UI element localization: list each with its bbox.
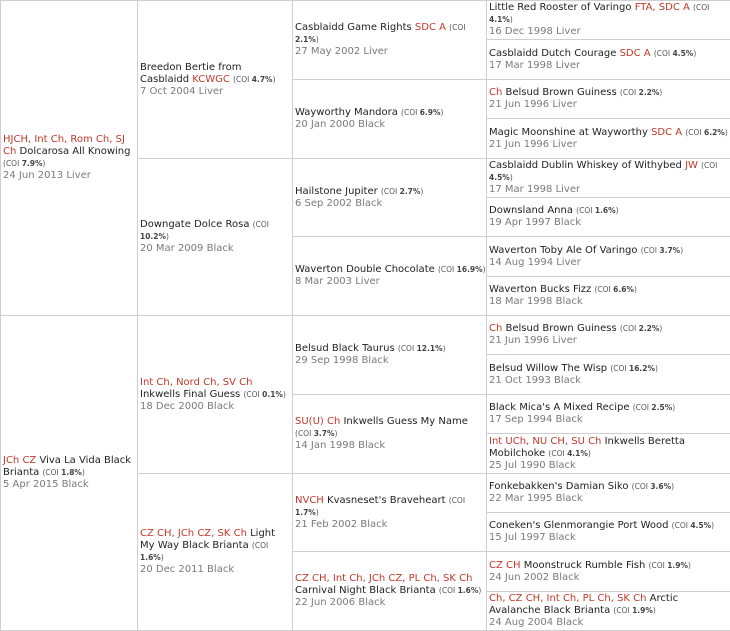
dog-name[interactable]: Downgate Dolce Rosa bbox=[140, 219, 250, 230]
pedigree-cell-gen4 bbox=[486, 236, 730, 277]
coi-label: COI bbox=[656, 48, 671, 58]
coi-value: (COI 4.5%) bbox=[653, 48, 697, 58]
coi-label: COI bbox=[5, 159, 20, 168]
dog-name[interactable]: Kvasneset's Braveheart bbox=[327, 494, 446, 506]
coi-value: (COI 4.1%) bbox=[548, 448, 591, 458]
dog-name[interactable]: Dolcarosa All Knowing bbox=[19, 146, 131, 157]
dog-name[interactable]: Breedon Bertie from Casblaidd bbox=[140, 61, 242, 85]
dog-entry bbox=[489, 2, 730, 38]
dog-name[interactable]: Inkwells Beretta Mobilchoke bbox=[489, 435, 685, 459]
dog-entry bbox=[489, 520, 730, 544]
coi-percent: 0.1% bbox=[262, 389, 283, 399]
coi-value: (COI 4.5%) bbox=[671, 521, 715, 530]
coi-value: (COI 1.6%) bbox=[438, 586, 482, 595]
coi-label: COI bbox=[400, 344, 415, 353]
coi-label: COI bbox=[579, 206, 593, 215]
coi-percent: 1.9% bbox=[632, 606, 653, 615]
dog-name[interactable]: Casblaidd Dublin Whiskey of Withybed bbox=[489, 160, 682, 171]
pedigree-cell-gen3 bbox=[292, 551, 487, 631]
dog-entry bbox=[489, 87, 730, 111]
pedigree-cell-gen4 bbox=[486, 551, 730, 592]
pedigree-cell-gen3 bbox=[292, 236, 487, 316]
coi-value: (COI 3.7%) bbox=[295, 429, 338, 438]
dog-titles: JCh CZ bbox=[3, 455, 37, 466]
dog-birth-color: 19 Apr 1997 Black bbox=[489, 217, 582, 228]
coi-percent: 4.5% bbox=[690, 521, 712, 530]
coi-percent: 1.6% bbox=[594, 206, 616, 215]
coi-label: COI bbox=[616, 606, 630, 615]
dog-name[interactable]: Belsud Brown Guiness bbox=[505, 87, 617, 98]
dog-birth-color: 5 Apr 2015 Black bbox=[3, 479, 89, 490]
coi-value: (COI 1.6%) bbox=[576, 206, 619, 215]
coi-percent: 1.7% bbox=[295, 507, 316, 517]
coi-percent: 6.9% bbox=[419, 108, 441, 117]
coi-label: COI bbox=[674, 521, 688, 530]
dog-entry bbox=[140, 377, 292, 413]
coi-label: COI bbox=[688, 127, 702, 137]
coi-percent: 4.1% bbox=[567, 448, 588, 458]
dog-name[interactable]: Waverton Toby Ale Of Varingo bbox=[489, 244, 638, 256]
dog-awards: KCWGC bbox=[192, 73, 230, 85]
pedigree-cell-gen2 bbox=[137, 315, 293, 474]
dog-entry bbox=[489, 436, 730, 472]
coi-percent: 16.2% bbox=[629, 363, 656, 373]
dog-entry bbox=[489, 593, 730, 629]
dog-name[interactable]: Magic Moonshine at Wayworthy bbox=[489, 126, 648, 138]
dog-titles: NVCH bbox=[295, 494, 324, 506]
pedigree-cell-gen4 bbox=[486, 276, 730, 316]
coi-value: (COI 1.8%) bbox=[42, 468, 85, 477]
dog-name[interactable]: Waverton Bucks Fizz bbox=[489, 284, 592, 295]
coi-percent: 10.2% bbox=[140, 232, 167, 241]
coi-percent: 7.9% bbox=[21, 159, 43, 168]
dog-entry bbox=[140, 62, 292, 98]
dog-birth-color: 20 Dec 2011 Black bbox=[140, 564, 235, 575]
pedigree-cell-gen4 bbox=[486, 315, 730, 355]
pedigree-cell-gen3 bbox=[292, 394, 487, 474]
dog-entry bbox=[3, 455, 137, 491]
pedigree-cell-gen4 bbox=[486, 512, 730, 552]
coi-label: COI bbox=[635, 403, 650, 412]
dog-name[interactable]: Inkwells Final Guess bbox=[140, 388, 241, 400]
coi-percent: 1.6% bbox=[457, 586, 479, 595]
dog-entry bbox=[489, 560, 730, 584]
coi-label: COI bbox=[695, 3, 710, 12]
dog-titles: Int Ch, Nord Ch, SV Ch bbox=[140, 376, 253, 388]
dog-birth-color: 24 Jun 2002 Black bbox=[489, 571, 580, 583]
coi-percent: 4.5% bbox=[672, 48, 694, 58]
dog-entry bbox=[489, 160, 730, 196]
dog-birth-color: 20 Jan 2000 Black bbox=[295, 119, 386, 130]
coi-label: COI bbox=[451, 495, 466, 505]
pedigree-cell-gen3 bbox=[292, 79, 487, 159]
dog-birth-color: 21 Jun 1996 Liver bbox=[489, 335, 577, 346]
dog-birth-color: 22 Mar 1995 Black bbox=[489, 493, 583, 504]
coi-label: COI bbox=[452, 23, 466, 32]
coi-label: COI bbox=[297, 429, 312, 438]
pedigree-cell-gen3 bbox=[292, 158, 487, 237]
dog-entry bbox=[295, 495, 486, 531]
pedigree-cell-gen4 bbox=[486, 433, 730, 474]
coi-percent: 4.7% bbox=[251, 74, 273, 84]
dog-name[interactable]: Carnival Night Black Brianta bbox=[295, 585, 436, 596]
coi-percent: 6.2% bbox=[704, 127, 725, 137]
dog-awards: JW bbox=[685, 160, 698, 171]
dog-awards: SDC A bbox=[414, 22, 446, 33]
pedigree-cell-gen4 bbox=[486, 591, 730, 631]
coi-label: COI bbox=[255, 220, 269, 229]
coi-percent: 3.7% bbox=[313, 429, 335, 438]
dog-entry bbox=[295, 416, 486, 452]
coi-label: COI bbox=[643, 245, 657, 255]
coi-percent: 3.6% bbox=[650, 482, 672, 491]
dog-name[interactable]: Coneken's Glenmorangie Port Wood bbox=[489, 520, 669, 531]
dog-entry bbox=[489, 284, 730, 308]
dog-birth-color: 27 May 2002 Liver bbox=[295, 46, 388, 57]
coi-value: (COI 2.2%) bbox=[619, 88, 663, 97]
coi-value: (COI 16.9%) bbox=[437, 265, 486, 274]
dog-name[interactable]: Hailstone Jupiter bbox=[295, 185, 378, 197]
pedigree-cell-gen4 bbox=[486, 0, 730, 40]
dog-entry bbox=[295, 343, 486, 367]
dog-awards: SDC A bbox=[619, 47, 651, 59]
dog-entry bbox=[295, 107, 486, 131]
coi-percent: 2.7% bbox=[399, 186, 421, 196]
coi-label: COI bbox=[440, 265, 455, 274]
coi-percent: 2.1% bbox=[295, 35, 316, 44]
coi-value: (COI 4.5%) bbox=[489, 161, 718, 182]
dog-birth-color: 15 Jul 1997 Black bbox=[489, 532, 576, 543]
coi-value: (COI 2.5%) bbox=[632, 403, 676, 412]
coi-label: COI bbox=[45, 468, 59, 477]
coi-value: (COI 3.7%) bbox=[640, 245, 684, 255]
dog-entry bbox=[140, 219, 292, 255]
coi-label: COI bbox=[236, 74, 250, 84]
coi-percent: 1.9% bbox=[667, 560, 689, 570]
dog-titles: HJCH, Int Ch, Rom Ch, SJ Ch bbox=[3, 134, 125, 157]
coi-value: (COI 3.6%) bbox=[631, 482, 675, 491]
dog-titles: Ch bbox=[489, 87, 503, 98]
pedigree-cell-gen2 bbox=[137, 0, 293, 159]
dog-entry bbox=[295, 573, 486, 609]
dog-name[interactable]: Viva La Vida Black Brianta bbox=[3, 455, 132, 478]
dog-birth-color: 17 Sep 1994 Black bbox=[489, 414, 583, 425]
dog-titles: CZ CH bbox=[489, 559, 521, 571]
dog-entry bbox=[489, 481, 730, 505]
pedigree-cell-gen4 bbox=[486, 39, 730, 80]
dog-entry bbox=[489, 402, 730, 426]
dog-name[interactable]: Belsud Black Taurus bbox=[295, 343, 395, 354]
dog-name[interactable]: Belsud Willow The Wisp bbox=[489, 362, 608, 374]
dog-entry bbox=[489, 205, 730, 229]
dog-awards: SDC A bbox=[651, 126, 683, 138]
pedigree-cell-gen4 bbox=[486, 394, 730, 434]
coi-label: COI bbox=[441, 586, 456, 595]
coi-value: (COI 12.1%) bbox=[397, 344, 446, 353]
pedigree-cell-gen4 bbox=[486, 79, 730, 119]
pedigree-cell-gen3 bbox=[292, 315, 487, 395]
coi-label: COI bbox=[634, 482, 648, 491]
dog-birth-color: 20 Mar 2009 Black bbox=[140, 243, 234, 254]
coi-value: (COI 4.7%) bbox=[233, 74, 276, 84]
coi-value: (COI 1.9%) bbox=[613, 606, 656, 615]
coi-label: COI bbox=[704, 161, 718, 170]
coi-value: (COI 1.7%) bbox=[295, 495, 466, 517]
dog-titles: CZ CH, Int Ch, JCh CZ, PL Ch, SK Ch bbox=[295, 573, 473, 584]
dog-name[interactable]: Casblaidd Dutch Courage bbox=[489, 47, 617, 59]
dog-entry bbox=[489, 323, 730, 347]
dog-birth-color: 21 Oct 1993 Black bbox=[489, 374, 582, 386]
coi-percent: 2.5% bbox=[651, 403, 673, 412]
dog-entry bbox=[489, 127, 730, 151]
coi-percent: 4.1% bbox=[489, 15, 510, 24]
pedigree-cell-gen1 bbox=[0, 315, 138, 631]
coi-value: (COI 2.7%) bbox=[380, 186, 424, 196]
dog-entry bbox=[489, 245, 730, 269]
dog-titles: SU(U) Ch bbox=[295, 416, 341, 427]
dog-name[interactable]: Wayworthy Mandora bbox=[295, 107, 398, 118]
coi-value: (COI 2.2%) bbox=[619, 324, 663, 333]
pedigree-cell-gen4 bbox=[486, 197, 730, 237]
coi-value: (COI 6.6%) bbox=[594, 285, 637, 294]
coi-label: COI bbox=[551, 448, 565, 458]
dog-birth-color: 16 Dec 1998 Liver bbox=[489, 26, 581, 37]
pedigree-cell-gen4 bbox=[486, 118, 730, 159]
dog-birth-color: 22 Jun 2006 Black bbox=[295, 597, 386, 608]
dog-birth-color: 18 Dec 2000 Black bbox=[140, 400, 235, 412]
dog-name[interactable]: Inkwells Guess My Name bbox=[343, 416, 468, 427]
dog-titles: Int UCh, NU CH, SU Ch bbox=[489, 435, 602, 447]
coi-value: (COI 1.6%) bbox=[140, 541, 269, 562]
pedigree-cell-gen4 bbox=[486, 473, 730, 513]
coi-value: (COI 7.9%) bbox=[3, 159, 46, 168]
coi-label: COI bbox=[651, 560, 665, 570]
coi-label: COI bbox=[254, 541, 269, 550]
pedigree-cell-gen4 bbox=[486, 158, 730, 198]
dog-birth-color: 24 Aug 2004 Black bbox=[489, 617, 584, 628]
coi-percent: 3.7% bbox=[659, 245, 681, 255]
dog-name[interactable]: Fonkebakken's Damian Siko bbox=[489, 481, 629, 492]
dog-name[interactable]: Casblaidd Game Rights bbox=[295, 22, 412, 33]
dog-name[interactable]: Arctic Avalanche Black Brianta bbox=[489, 593, 679, 616]
dog-titles: Ch bbox=[489, 323, 503, 334]
dog-titles: Ch, CZ CH, Int Ch, PL Ch, SK Ch bbox=[489, 593, 647, 604]
coi-value: (COI 1.9%) bbox=[648, 560, 691, 570]
dog-entry bbox=[295, 186, 486, 210]
coi-label: COI bbox=[622, 324, 637, 333]
dog-name[interactable]: Waverton Double Chocolate bbox=[295, 264, 435, 275]
coi-label: COI bbox=[246, 389, 260, 399]
pedigree-cell-gen2 bbox=[137, 158, 293, 316]
dog-entry bbox=[489, 48, 730, 72]
coi-value: (COI 4.1%) bbox=[489, 3, 710, 24]
pedigree-cell-gen2 bbox=[137, 473, 293, 631]
coi-value: (COI 10.2%) bbox=[140, 220, 269, 241]
dog-name[interactable]: Little Red Rooster of Varingo bbox=[489, 2, 632, 13]
dog-entry bbox=[295, 264, 486, 288]
dog-birth-color: 17 Mar 1998 Liver bbox=[489, 184, 581, 195]
coi-value: (COI 2.1%) bbox=[295, 23, 466, 44]
coi-percent: 1.6% bbox=[140, 553, 161, 562]
dog-birth-color: 25 Jul 1990 Black bbox=[489, 459, 576, 471]
coi-label: COI bbox=[622, 88, 637, 97]
dog-name[interactable]: Belsud Brown Guiness bbox=[505, 323, 617, 334]
dog-entry bbox=[489, 363, 730, 387]
coi-percent: 2.2% bbox=[638, 88, 660, 97]
pedigree-cell-gen4 bbox=[486, 354, 730, 395]
coi-percent: 12.1% bbox=[416, 344, 443, 353]
pedigree-cell-gen3 bbox=[292, 473, 487, 552]
dog-entry bbox=[3, 134, 137, 182]
coi-percent: 16.9% bbox=[456, 265, 483, 274]
dog-titles: CZ CH, JCh CZ, SK Ch bbox=[140, 528, 247, 539]
dog-entry bbox=[140, 528, 292, 576]
coi-label: COI bbox=[597, 285, 611, 294]
dog-birth-color: 21 Jun 1996 Liver bbox=[489, 99, 577, 110]
coi-percent: 6.6% bbox=[613, 285, 634, 294]
coi-percent: 4.5% bbox=[489, 173, 510, 182]
dog-birth-color: 14 Aug 1994 Liver bbox=[489, 256, 581, 268]
pedigree-cell-gen3 bbox=[292, 0, 487, 80]
dog-name[interactable]: Light My Way Black Brianta bbox=[140, 528, 276, 551]
dog-birth-color: 7 Oct 2004 Liver bbox=[140, 85, 224, 97]
dog-birth-color: 18 Mar 1998 Black bbox=[489, 296, 583, 307]
dog-name[interactable]: Black Mica's A Mixed Recipe bbox=[489, 402, 630, 413]
pedigree-cell-gen1 bbox=[0, 0, 138, 316]
coi-label: COI bbox=[403, 108, 418, 117]
dog-name[interactable]: Moonstruck Rumble Fish bbox=[523, 559, 646, 571]
coi-label: COI bbox=[613, 363, 627, 373]
dog-birth-color: 14 Jan 1998 Black bbox=[295, 440, 386, 451]
coi-percent: 2.2% bbox=[638, 324, 660, 333]
dog-birth-color: 17 Mar 1998 Liver bbox=[489, 59, 581, 71]
dog-birth-color: 6 Sep 2002 Black bbox=[295, 197, 383, 209]
coi-label: COI bbox=[383, 186, 398, 196]
dog-birth-color: 21 Jun 1996 Liver bbox=[489, 138, 577, 150]
dog-birth-color: 24 Jun 2013 Liver bbox=[3, 170, 91, 181]
coi-percent: 1.8% bbox=[61, 468, 82, 477]
dog-awards: FTA, SDC A bbox=[634, 2, 690, 13]
coi-value: (COI 6.2%) bbox=[685, 127, 728, 137]
dog-entry bbox=[295, 22, 486, 58]
coi-value: (COI 6.9%) bbox=[401, 108, 444, 117]
coi-value: (COI 16.2%) bbox=[610, 363, 658, 373]
dog-name[interactable]: Downsland Anna bbox=[489, 205, 573, 216]
coi-value: (COI 0.1%) bbox=[243, 389, 286, 399]
dog-birth-color: 21 Feb 2002 Black bbox=[295, 518, 388, 530]
dog-birth-color: 8 Mar 2003 Liver bbox=[295, 276, 380, 287]
dog-birth-color: 29 Sep 1998 Black bbox=[295, 355, 389, 366]
